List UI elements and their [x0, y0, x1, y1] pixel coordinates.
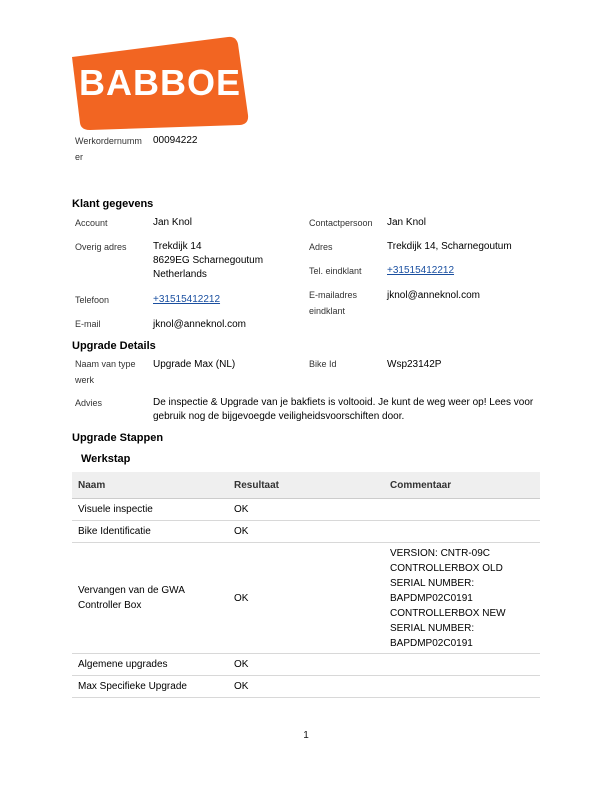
advies-label: Advies: [75, 398, 103, 408]
naam-line: Max Specifieke Upgrade: [78, 681, 187, 692]
naam-line: Visuele inspectie: [78, 504, 153, 515]
col-header-resultaat: Resultaat: [228, 472, 384, 499]
email-eind-label-line1: E-mailadres: [309, 290, 358, 300]
email-eindklant-value: jknol@anneknol.com: [387, 290, 480, 301]
commentaar-line: VERSION: CNTR-09C: [390, 547, 491, 559]
order-label-line2: er: [75, 152, 84, 162]
werkstap-table-body: [72, 499, 540, 698]
tel-eindklant-label: Tel. eindklant: [309, 266, 362, 276]
upgrade-heading: Upgrade Details: [72, 340, 156, 352]
cell-commentaar: [384, 676, 540, 698]
tel-eindklant-link[interactable]: +31515412212: [387, 265, 455, 276]
werkstap-heading: Werkstap: [81, 453, 131, 465]
table-row: [72, 676, 540, 698]
commentaar-line: SERIAL NUMBER:: [390, 577, 475, 589]
email-value: jknol@anneknol.com: [153, 319, 246, 330]
col-header-naam: Naam: [72, 472, 228, 499]
advies-line2: gebruik nog de bijgevoegde veiligheidsvoorschiften door.: [153, 411, 405, 422]
bike-id-value: Wsp23142P: [387, 359, 442, 370]
type-werk-value: Upgrade Max (NL): [153, 359, 236, 370]
contact-value: Jan Knol: [387, 217, 426, 228]
type-werk-label: [75, 356, 136, 388]
cell-commentaar: [384, 654, 540, 676]
stappen-heading: Upgrade Stappen: [72, 432, 164, 444]
cell-naam: [72, 543, 228, 654]
table-row: [72, 654, 540, 676]
naam-line: Vervangen van de GWA: [78, 585, 185, 596]
overig-line2: 8629EG Scharnegoutum: [153, 255, 264, 266]
logo-text: BABBOE: [78, 62, 242, 103]
cell-resultaat: OK: [228, 654, 384, 676]
order-label-line1: Werkordernumm: [75, 136, 142, 146]
cell-resultaat: OK: [228, 521, 384, 543]
telefoon-link[interactable]: +31515412212: [153, 294, 221, 305]
telefoon-label: Telefoon: [75, 295, 110, 305]
cell-naam: [72, 521, 228, 543]
col-header-commentaar: Commentaar: [384, 472, 540, 499]
werkstap-table: [72, 472, 540, 698]
cell-commentaar: [384, 521, 540, 543]
cell-resultaat: OK: [228, 499, 384, 521]
type-label-line1: Naam van type: [75, 359, 136, 369]
cell-commentaar: [384, 543, 540, 654]
advies-value: [153, 396, 538, 424]
babboe-logo: [68, 35, 250, 131]
account-label: Account: [75, 218, 108, 228]
overig-line1: Trekdijk 14: [153, 241, 202, 252]
adres-label: Adres: [309, 242, 333, 252]
bike-id-label: Bike Id: [309, 359, 337, 369]
naam-line: Algemene upgrades: [78, 659, 168, 670]
cell-naam: [72, 499, 228, 521]
commentaar-line: SERIAL NUMBER:: [390, 622, 475, 634]
table-header-row: [72, 472, 540, 499]
commentaar-line: BAPDMP02C0191: [390, 592, 473, 604]
advies-line1: De inspectie & Upgrade van je bakfiets is voltooid. Je kunt de weg weer op! Lees voor: [153, 397, 534, 408]
commentaar-line: BAPDMP02C0191: [390, 637, 473, 649]
overig-adres-label: Overig adres: [75, 242, 127, 252]
order-number-value: 00094222: [153, 135, 198, 146]
cell-naam: [72, 654, 228, 676]
type-label-line2: werk: [75, 375, 95, 385]
klant-heading: Klant gegevens: [72, 198, 154, 210]
table-row: [72, 499, 540, 521]
email-eind-label-line2: eindklant: [309, 306, 346, 316]
cell-naam: [72, 676, 228, 698]
cell-resultaat: OK: [228, 676, 384, 698]
contact-label: Contactpersoon: [309, 218, 373, 228]
table-row: [72, 543, 540, 654]
order-number-label: [75, 133, 142, 165]
commentaar-line: CONTROLLERBOX NEW: [390, 607, 506, 619]
adres-value: Trekdijk 14, Scharnegoutum: [387, 241, 512, 252]
account-value: Jan Knol: [153, 217, 192, 228]
table-row: [72, 521, 540, 543]
overig-adres-value: [153, 240, 263, 282]
overig-line3: Netherlands: [153, 269, 207, 280]
email-label: E-mail: [75, 319, 101, 329]
naam-line: Bike Identificatie: [78, 526, 151, 537]
cell-resultaat: OK: [228, 543, 384, 654]
naam-line: Controller Box: [78, 600, 142, 611]
commentaar-line: CONTROLLERBOX OLD: [390, 562, 503, 574]
page-number: 1: [303, 730, 309, 741]
cell-commentaar: [384, 499, 540, 521]
email-eindklant-label: [309, 287, 357, 319]
